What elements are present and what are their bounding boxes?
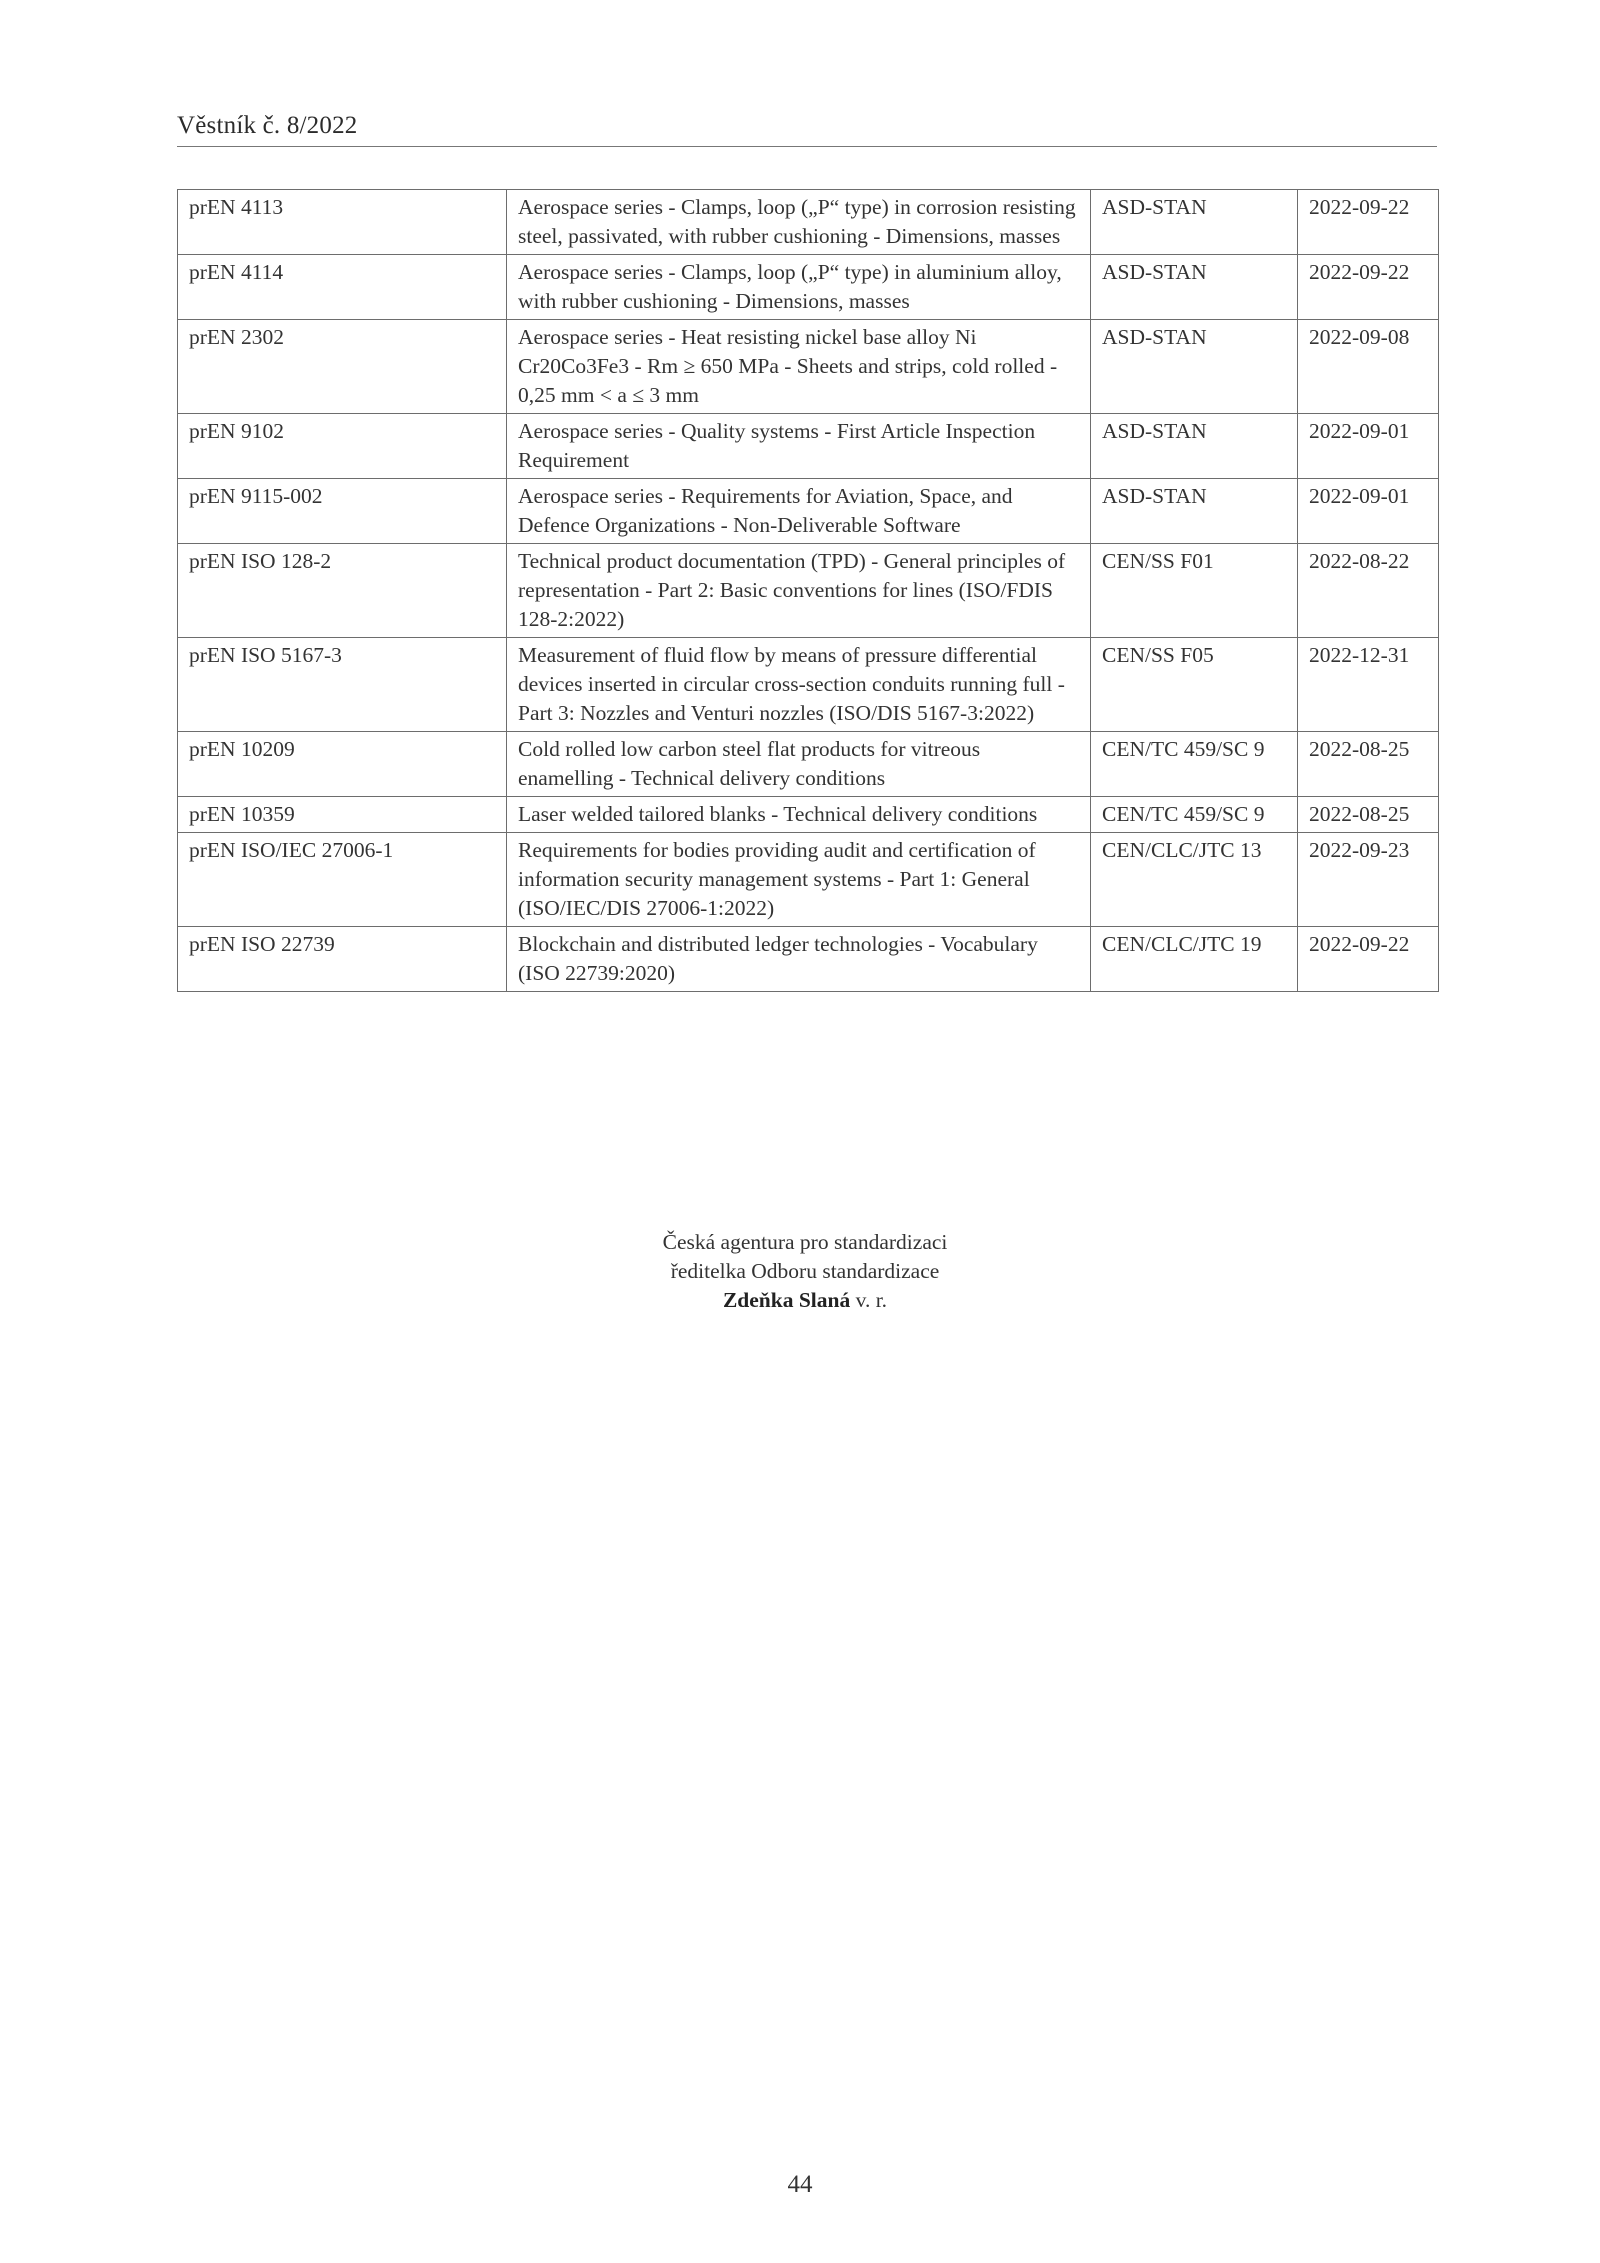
standard-code: prEN ISO 5167-3 (178, 638, 507, 732)
standard-code: prEN ISO 22739 (178, 927, 507, 992)
standard-date: 2022-09-08 (1298, 320, 1439, 414)
standard-date: 2022-08-22 (1298, 544, 1439, 638)
signature-position: ředitelka Odboru standardizace (670, 1259, 940, 1283)
standard-date: 2022-09-22 (1298, 255, 1439, 320)
standard-code: prEN 10209 (178, 732, 507, 797)
standard-code: prEN 4113 (178, 190, 507, 255)
signature-organization: Česká agentura pro standardizaci (662, 1230, 948, 1254)
table-row (178, 797, 1439, 833)
standard-code: prEN 9102 (178, 414, 507, 479)
standard-date: 2022-09-22 (1298, 927, 1439, 992)
standard-code: prEN 10359 (178, 797, 507, 833)
page-number: 44 (787, 2171, 813, 2198)
header-rule (177, 146, 1437, 147)
standard-title: Technical product documentation (TPD) - General principles of representation - Part 2: Basic conventions for lines (ISO/FDIS 128-2:2022) (507, 544, 1091, 638)
standard-body: ASD-STAN (1091, 320, 1298, 414)
table-row (178, 414, 1439, 479)
standard-date: 2022-12-31 (1298, 638, 1439, 732)
standard-body: ASD-STAN (1091, 414, 1298, 479)
signature-line (500, 1286, 1110, 1315)
table-row (178, 833, 1439, 927)
standard-code: prEN 2302 (178, 320, 507, 414)
standards-table-body (178, 190, 1439, 992)
standard-date: 2022-09-01 (1298, 414, 1439, 479)
table-row (178, 190, 1439, 255)
signatory-name: Zdeňka Slaná (722, 1288, 851, 1312)
standard-body: CEN/TC 459/SC 9 (1091, 797, 1298, 833)
table-row (178, 732, 1439, 797)
table-row (178, 638, 1439, 732)
standard-title: Cold rolled low carbon steel flat products for vitreous enamelling - Technical delivery conditions (507, 732, 1091, 797)
standard-body: ASD-STAN (1091, 190, 1298, 255)
standard-body: ASD-STAN (1091, 255, 1298, 320)
standard-body: CEN/CLC/JTC 13 (1091, 833, 1298, 927)
standard-code: prEN 4114 (178, 255, 507, 320)
standard-date: 2022-08-25 (1298, 797, 1439, 833)
standard-body: CEN/TC 459/SC 9 (1091, 732, 1298, 797)
table-row (178, 927, 1439, 992)
standard-body: CEN/SS F05 (1091, 638, 1298, 732)
standard-date: 2022-09-22 (1298, 190, 1439, 255)
standard-code: prEN ISO 128-2 (178, 544, 507, 638)
standard-code: prEN 9115-002 (178, 479, 507, 544)
table-row (178, 255, 1439, 320)
standard-title: Blockchain and distributed ledger technologies - Vocabulary (ISO 22739:2020) (507, 927, 1091, 992)
standard-body: CEN/CLC/JTC 19 (1091, 927, 1298, 992)
standard-title: Aerospace series - Quality systems - First Article Inspection Requirement (507, 414, 1091, 479)
standard-title: Aerospace series - Clamps, loop („P“ type) in aluminium alloy, with rubber cushioning - Dimensions, masses (507, 255, 1091, 320)
bulletin-title: Věstník č. 8/2022 (177, 112, 358, 139)
table-row (178, 479, 1439, 544)
table-row (178, 544, 1439, 638)
standard-title: Laser welded tailored blanks - Technical delivery conditions (507, 797, 1091, 833)
standard-date: 2022-08-25 (1298, 732, 1439, 797)
standard-date: 2022-09-23 (1298, 833, 1439, 927)
standard-title: Aerospace series - Clamps, loop („P“ type) in corrosion resisting steel, passivated, with rubber cushioning - Dimensions, masses (507, 190, 1091, 255)
table-row (178, 320, 1439, 414)
standard-title: Aerospace series - Requirements for Aviation, Space, and Defence Organizations - Non-Deliverable Software (507, 479, 1091, 544)
standard-title: Aerospace series - Heat resisting nickel base alloy Ni Cr20Co3Fe3 - Rm ≥ 650 MPa - Sheets and strips, cold rolled - 0,25 mm < a ≤ 3 mm (507, 320, 1091, 414)
standard-title: Measurement of fluid flow by means of pressure differential devices inserted in circular cross-section conduits running full - Part 3: Nozzles and Venturi nozzles (ISO/DIS 5167-3:2022) (507, 638, 1091, 732)
standard-title: Requirements for bodies providing audit and certification of information security management systems - Part 1: General (ISO/IEC/DIS 27006-1:2022) (507, 833, 1091, 927)
standard-body: ASD-STAN (1091, 479, 1298, 544)
signature-block (500, 1228, 1110, 1315)
standard-code: prEN ISO/IEC 27006-1 (178, 833, 507, 927)
standard-body: CEN/SS F01 (1091, 544, 1298, 638)
standard-date: 2022-09-01 (1298, 479, 1439, 544)
standards-table (177, 189, 1439, 992)
signature-suffix: v. r. (850, 1288, 888, 1312)
